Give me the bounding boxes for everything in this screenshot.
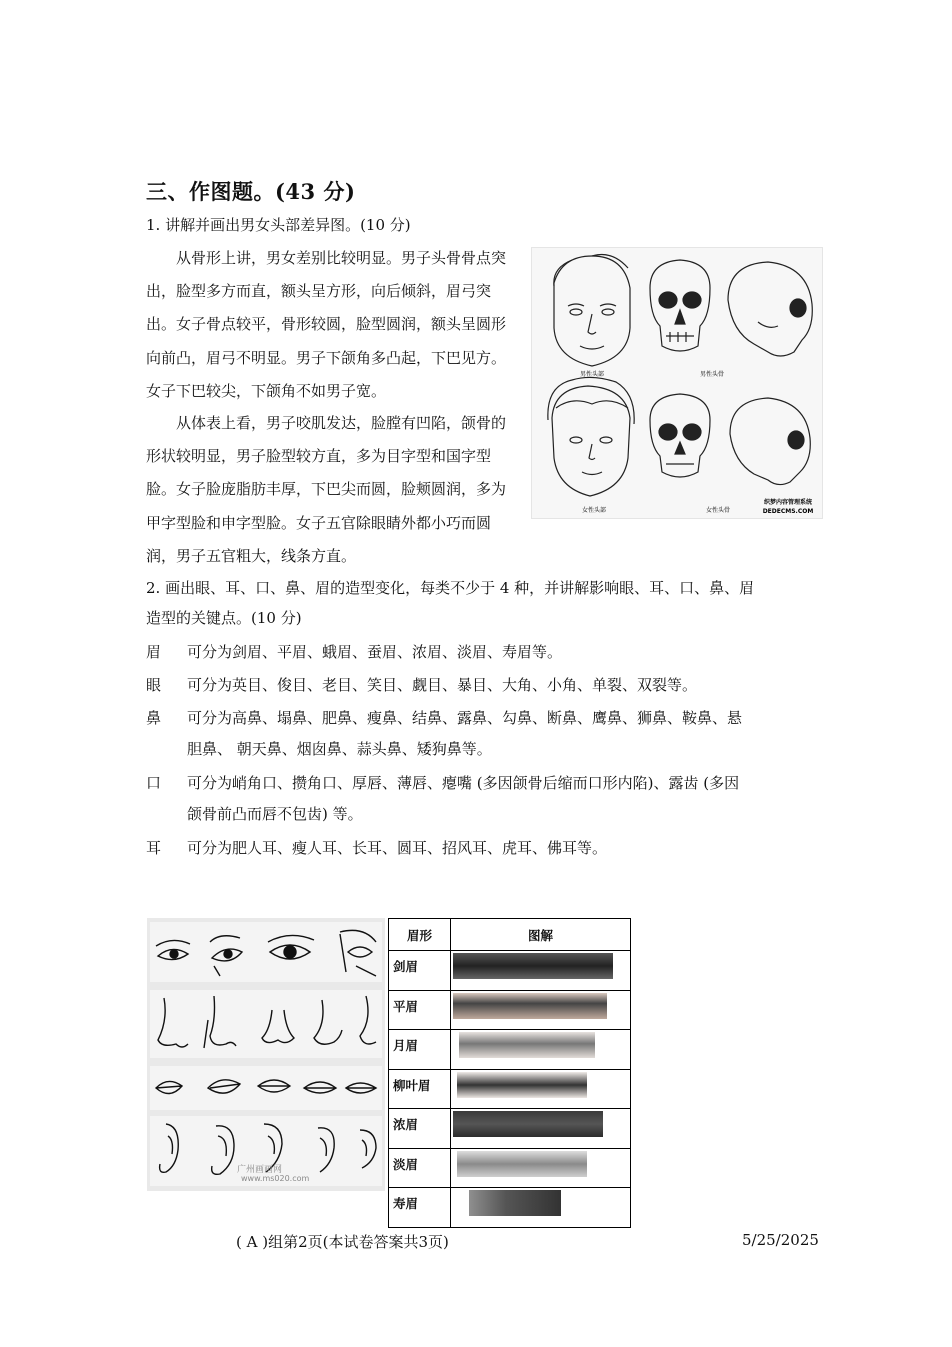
table-header-shape: 眉形 bbox=[389, 919, 451, 951]
brow-image bbox=[451, 1069, 631, 1109]
page-footer-left: ( A )组第2页(本试卷答案共3页) bbox=[236, 1233, 449, 1251]
table-row bbox=[389, 990, 631, 1030]
feature-desc: 可分为高鼻、塌鼻、肥鼻、瘦鼻、结鼻、露鼻、勾鼻、断鼻、鹰鼻、狮鼻、鞍鼻、悬 bbox=[187, 709, 743, 727]
brow-name: 浓眉 bbox=[389, 1109, 451, 1149]
feature-term: 耳 bbox=[146, 839, 162, 857]
brow-image bbox=[451, 1030, 631, 1070]
brow-image bbox=[451, 1148, 631, 1188]
head-skull-sketches bbox=[532, 248, 822, 518]
question-1-heading: 1. 讲解并画出男女头部差异图。(10 分) bbox=[146, 216, 411, 234]
mouth-sketch-strip bbox=[150, 1066, 382, 1110]
feature-desc: 可分为英目、俊目、老目、笑目、觑目、暴目、大角、小角、单裂、双裂等。 bbox=[187, 676, 698, 694]
section-title: 三、作图题。(43 分) bbox=[146, 179, 356, 204]
brow-image bbox=[451, 990, 631, 1030]
feature-term: 鼻 bbox=[146, 709, 162, 727]
table-row bbox=[389, 1030, 631, 1070]
feature-term: 口 bbox=[146, 774, 162, 792]
table-header-row bbox=[389, 919, 631, 951]
page-footer-date: 5/25/2025 bbox=[742, 1231, 819, 1249]
feature-desc: 可分为肥人耳、瘦人耳、长耳、圆耳、招风耳、虎耳、佛耳等。 bbox=[187, 839, 608, 857]
table-row bbox=[389, 1069, 631, 1109]
table-row bbox=[389, 1109, 631, 1149]
feature-desc: 可分为峭角口、攒角口、厚唇、薄唇、瘪嘴 (多因颌骨后缩而口形内陷)、露齿 (多因 bbox=[187, 774, 740, 792]
caption-female-head: 女性头部 bbox=[581, 507, 607, 514]
brow-name: 柳叶眉 bbox=[389, 1069, 451, 1109]
feature-term: 眉 bbox=[146, 643, 162, 661]
brow-name: 剑眉 bbox=[389, 951, 451, 991]
brow-name: 寿眉 bbox=[389, 1188, 451, 1228]
watermark-line-1: 广州画画网 bbox=[237, 1165, 283, 1175]
feature-desc: 可分为剑眉、平眉、蛾眉、蚕眉、浓眉、淡眉、寿眉等。 bbox=[187, 643, 563, 661]
head-comparison-figure bbox=[531, 247, 823, 519]
brow-image bbox=[451, 951, 631, 991]
watermark-line-2: DEDECMS.COM bbox=[762, 508, 814, 515]
watermark-line-1: 织梦内容管理系统 bbox=[763, 499, 813, 506]
brow-shape-table bbox=[388, 918, 631, 1228]
facial-feature-sketches bbox=[147, 918, 385, 1191]
caption-female-skull: 女性头骨 bbox=[705, 507, 731, 514]
feature-desc-cont: 胆鼻、 朝天鼻、烟囱鼻、蒜头鼻、矮狗鼻等。 bbox=[187, 740, 492, 758]
table-row bbox=[389, 1188, 631, 1228]
question-1-answer-bone bbox=[146, 242, 520, 408]
caption-male-skull: 男性头骨 bbox=[699, 371, 725, 378]
brow-name: 平眉 bbox=[389, 990, 451, 1030]
nose-sketch-strip bbox=[150, 990, 382, 1058]
question-2-heading-line-2: 造型的关键点。(10 分) bbox=[146, 609, 302, 627]
brow-name: 淡眉 bbox=[389, 1148, 451, 1188]
table-row bbox=[389, 951, 631, 991]
caption-male-head: 男性头部 bbox=[579, 371, 605, 378]
brow-name: 月眉 bbox=[389, 1030, 451, 1070]
brow-image bbox=[451, 1188, 631, 1228]
brow-image bbox=[451, 1109, 631, 1149]
paragraph-bone: 从骨形上讲，男女差别比较明显。男子头骨骨点突出，脸型多方而直，额头呈方形，向后倾斜，眉弓突出。女子骨点较平，骨形较圆，脸型圆润，额头呈圆形向前凸，眉弓不明显。男子下颌角多凸起，下巴见方。女子下巴较尖，下颌角不如男子宽。 bbox=[146, 249, 507, 400]
question-2-heading-line-1: 2. 画出眼、耳、口、鼻、眉的造型变化，每类不少于 4 种，并讲解影响眼、耳、口、鼻、眉 bbox=[146, 579, 755, 597]
watermark-line-2: www.ms020.com bbox=[241, 1174, 310, 1183]
table-header-illustration: 图解 bbox=[451, 919, 631, 951]
table-row bbox=[389, 1148, 631, 1188]
feature-term: 眼 bbox=[146, 676, 162, 694]
question-1-answer-surface bbox=[146, 407, 520, 573]
paragraph-surface: 从体表上看，男子咬肌发达，脸膛有凹陷，颌骨的形状较明显，男子脸型较方直，多为目字型和国字型脸。女子脸庞脂肪丰厚，下巴尖而圆，脸颊圆润，多为甲字型脸和申字型脸。女子五官除眼睛外都小巧而圆润，男子五官粗大，线条方直。 bbox=[146, 414, 507, 565]
feature-desc-cont: 颌骨前凸而唇不包齿) 等。 bbox=[187, 805, 363, 823]
eye-sketch-strip bbox=[150, 922, 382, 982]
